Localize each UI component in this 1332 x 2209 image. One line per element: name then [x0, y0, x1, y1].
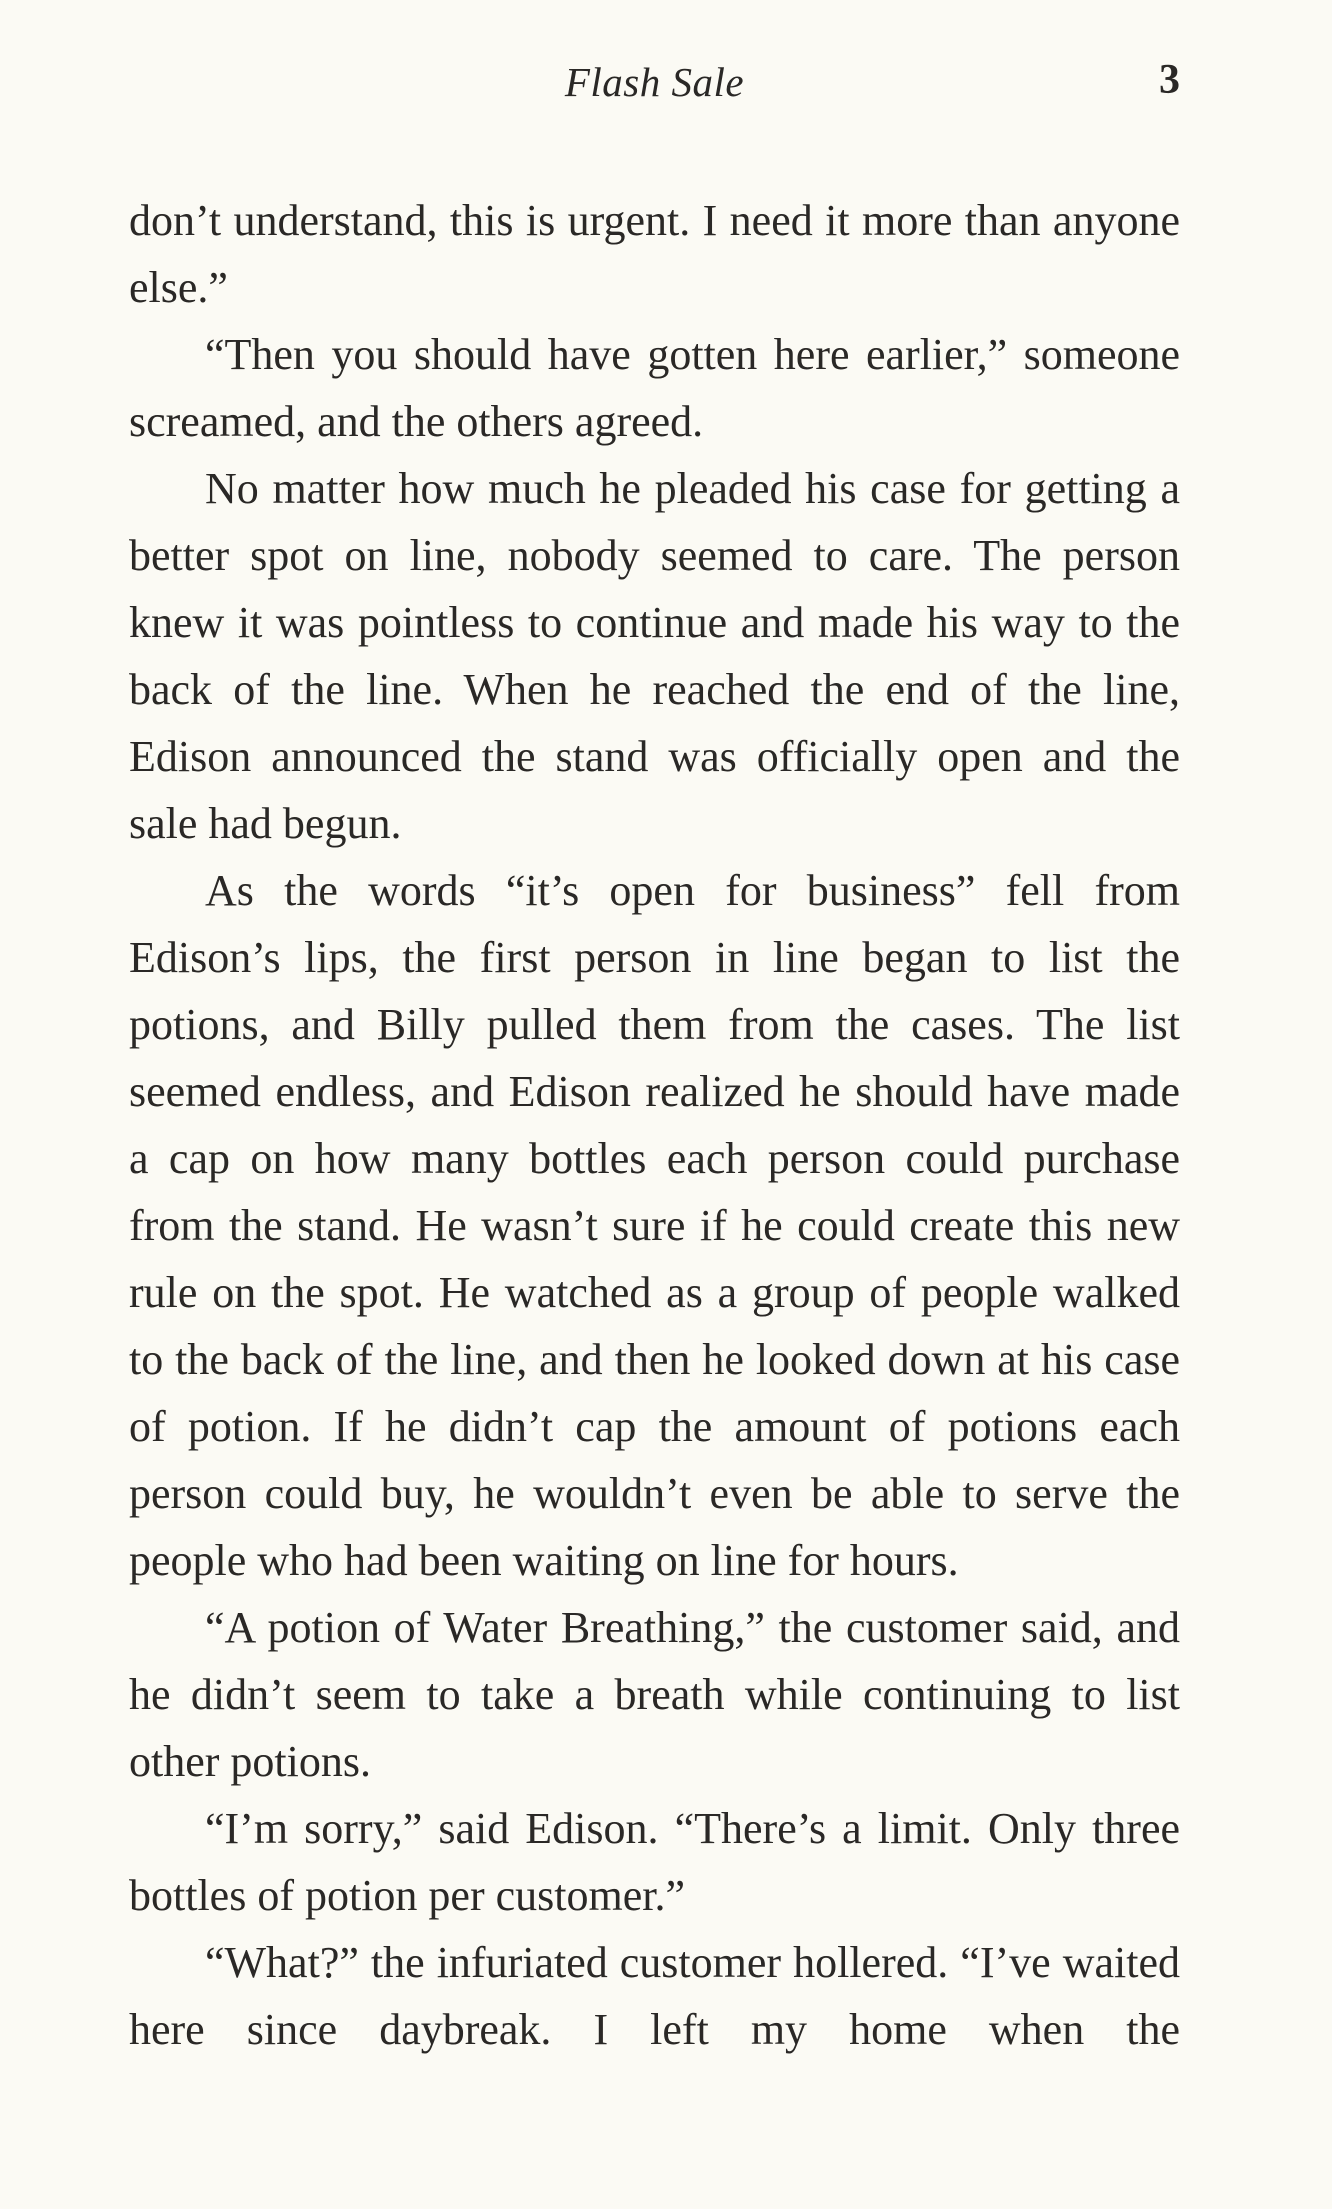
paragraph-7: “What?” the infuriated customer hollered. “I’ve waited here since daybreak. I left my home when the: [129, 1938, 1180, 2054]
paragraph-6: “I’m sorry,” said Edison. “There’s a limit. Only three bottles of potion per customer.”: [129, 1804, 1180, 1920]
paragraph-3: No matter how much he pleaded his case for getting a better spot on line, nobody seemed to care. The person knew it was pointless to continue and made his way to the back of the line. When he reached the end of the line, Edison announced the stand was officially open and the sale had begun.: [129, 464, 1180, 848]
running-title: Flash Sale: [564, 59, 745, 105]
paragraph-1: don’t understand, this is urgent. I need it more than anyone else.”: [129, 196, 1180, 312]
body-text: [129, 187, 1180, 2063]
paragraph-4: As the words “it’s open for business” fell from Edison’s lips, the first person in line began to list the potions, and Billy pulled them from the cases. The list seemed endless, and Edison realized he should have made a cap on how many bottles each person could purchase from the stand. He wasn’t sure if he could create this new rule on the spot. He watched as a group of people walked to the back of the line, and then he looked down at his case of potion. If he didn’t cap the amount of potions each person could buy, he wouldn’t even be able to serve the people who had been waiting on line for hours.: [129, 866, 1180, 1585]
paragraph-2: “Then you should have gotten here earlier,” someone screamed, and the others agreed.: [129, 330, 1180, 446]
page-number: 3: [1159, 57, 1180, 103]
running-head: [129, 52, 1180, 112]
paragraph-5: “A potion of Water Breathing,” the customer said, and he didn’t seem to take a breath while continuing to list other potions.: [129, 1603, 1180, 1786]
